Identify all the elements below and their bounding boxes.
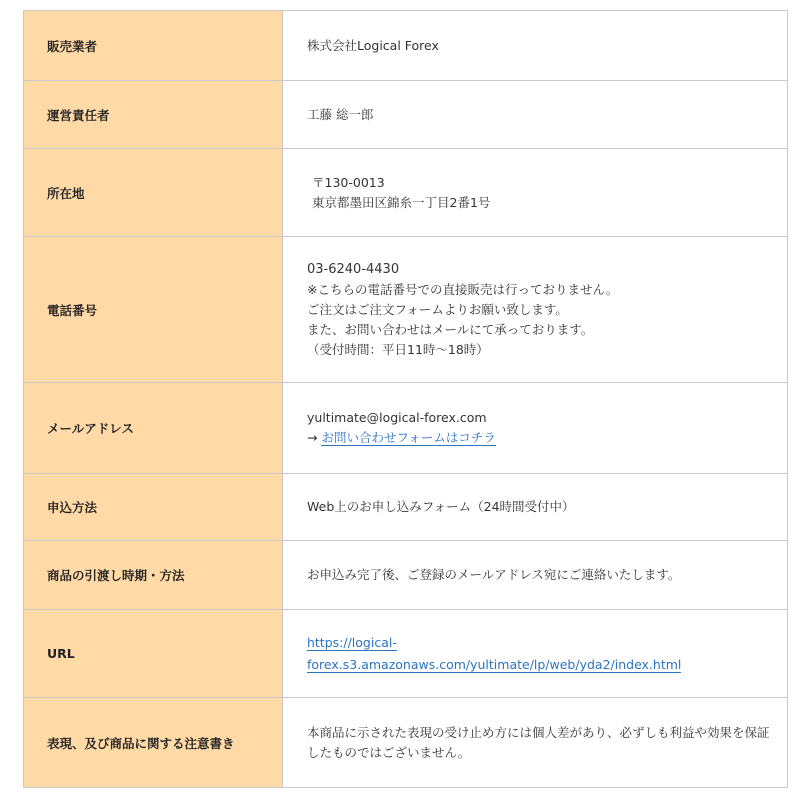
- site-url-link[interactable]: https://logical-: [307, 634, 397, 650]
- row-label: 所在地: [24, 149, 283, 237]
- row-label: 運営責任者: [24, 81, 283, 149]
- row-label: URL: [24, 610, 283, 698]
- disclaimer-text: 本商品に示された表現の受け止め方には個人差があり、必ずしも利益や効果を保証したものではございません。: [307, 724, 770, 760]
- manager-name: 工藤 総一郎: [307, 106, 374, 122]
- row-value: [283, 541, 788, 610]
- site-url-link-continued[interactable]: forex.s3.amazonaws.com/yultimate/lp/web/yda2/index.html: [307, 656, 682, 672]
- table-row: [24, 541, 788, 610]
- row-label: 表現、及び商品に関する注意書き: [24, 698, 283, 788]
- row-label: メールアドレス: [24, 383, 283, 474]
- contact-link-line: [307, 428, 773, 448]
- row-value: [283, 81, 788, 149]
- address: 東京都墨田区錦糸一丁目2番1号: [312, 194, 491, 210]
- phone-hours: （受付時間：平日11時～18時）: [307, 341, 489, 357]
- delivery-info: お申込み完了後、ご登録のメールアドレス宛にご連絡いたします。: [307, 567, 681, 582]
- order-method: Web上のお申し込みフォーム（24時間受付中）: [307, 499, 575, 514]
- row-value: [283, 237, 788, 383]
- email-address: yultimate@logical-forex.com: [307, 410, 487, 425]
- table-row: [24, 149, 788, 237]
- row-label: 申込方法: [24, 474, 283, 541]
- seller-info-table: [23, 10, 788, 788]
- table-row: [24, 383, 788, 474]
- table-row: [24, 81, 788, 149]
- row-value: [283, 383, 788, 474]
- row-label: 販売業者: [24, 11, 283, 81]
- row-value: [283, 474, 788, 541]
- table-row: [24, 474, 788, 541]
- row-value: [283, 149, 788, 237]
- row-value: [283, 610, 788, 698]
- table-row: [24, 698, 788, 788]
- row-value: [283, 11, 788, 81]
- arrow-right-icon: →: [307, 430, 318, 445]
- table-row: [24, 11, 788, 81]
- row-label: 商品の引渡し時期・方法: [24, 541, 283, 610]
- phone-note: また、お問い合わせはメールにて承っております。: [307, 321, 594, 337]
- table-row: [24, 610, 788, 698]
- contact-form-link[interactable]: お問い合わせフォームはコチラ: [321, 430, 496, 445]
- phone-note: ご注文はご注文フォームよりお願い致します。: [307, 301, 568, 317]
- seller-name: 株式会社Logical Forex: [307, 37, 439, 53]
- phone-number: 03-6240-4430: [307, 261, 400, 277]
- postal-code: 〒130-0013: [312, 174, 385, 190]
- table-row: [24, 237, 788, 383]
- phone-note: ※こちらの電話番号での直接販売は行っておりません。: [307, 281, 619, 297]
- row-label: 電話番号: [24, 237, 283, 383]
- row-value: [283, 698, 788, 788]
